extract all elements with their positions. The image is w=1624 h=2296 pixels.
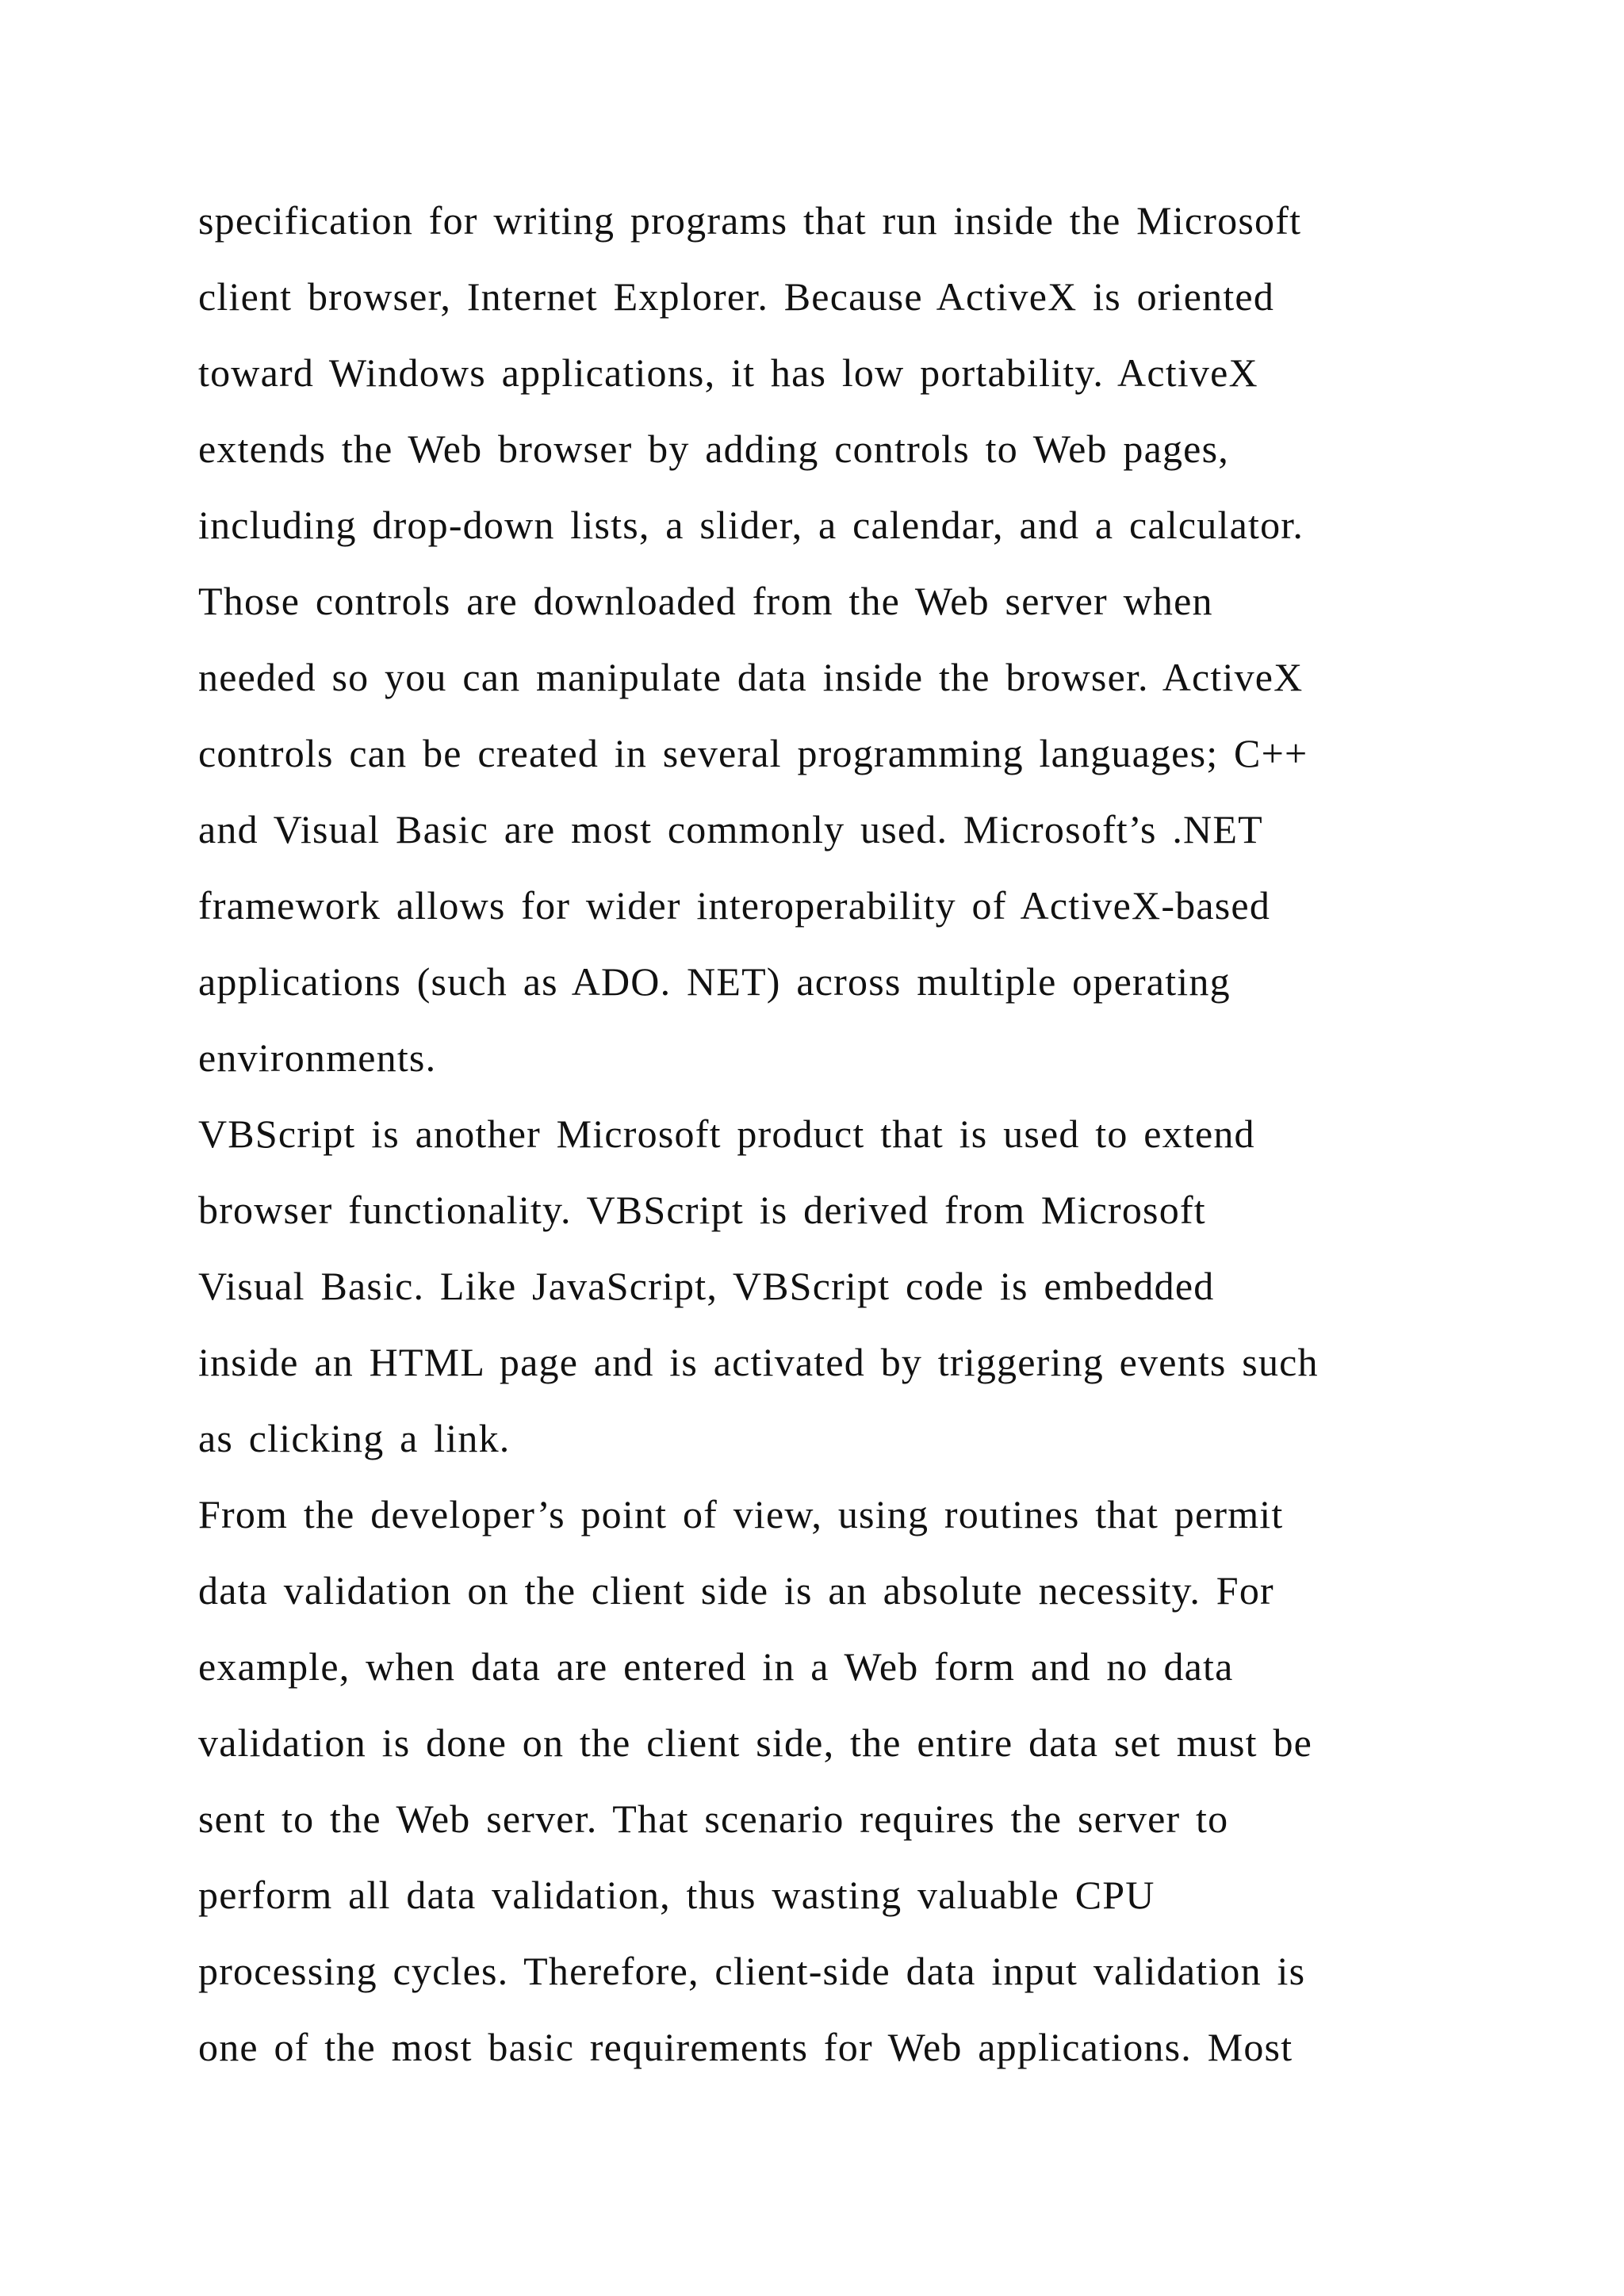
text-line: framework allows for wider interoperability of ActiveX-based (198, 883, 1271, 928)
body-text (198, 182, 1435, 2085)
text-line: as clicking a link. (198, 1416, 511, 1460)
text-line: specification for writing programs that run inside the Microsoft (198, 198, 1302, 243)
text-line: inside an HTML page and is activated by triggering events such (198, 1340, 1319, 1384)
text-line: controls can be created in several programming languages; C++ (198, 731, 1308, 775)
text-line: browser functionality. VBScript is derived from Microsoft (198, 1188, 1206, 1232)
text-line: and Visual Basic are most commonly used. Microsoft’s .NET (198, 807, 1263, 851)
text-line: Those controls are downloaded from the Web server when (198, 579, 1213, 623)
text-line: including drop-down lists, a slider, a calendar, and a calculator. (198, 503, 1304, 547)
text-line: VBScript is another Microsoft product that is used to extend (198, 1112, 1255, 1156)
text-line: applications (such as ADO. NET) across multiple operating (198, 959, 1231, 1004)
text-line: extends the Web browser by adding controls to Web pages, (198, 427, 1229, 471)
text-line: one of the most basic requirements for Web applications. Most (198, 2025, 1293, 2069)
text-line: processing cycles. Therefore, client-side data input validation is (198, 1949, 1306, 1993)
text-line: needed so you can manipulate data inside the browser. ActiveX (198, 655, 1304, 699)
text-line: From the developer’s point of view, using routines that permit (198, 1492, 1284, 1536)
text-line: environments. (198, 1035, 437, 1080)
text-line: Visual Basic. Like JavaScript, VBScript code is embedded (198, 1264, 1215, 1308)
text-line: toward Windows applications, it has low portability. ActiveX (198, 350, 1258, 395)
text-line: sent to the Web server. That scenario requires the server to (198, 1797, 1229, 1841)
text-line: data validation on the client side is an absolute necessity. For (198, 1568, 1274, 1613)
text-line: validation is done on the client side, the entire data set must be (198, 1720, 1313, 1765)
text-line: perform all data validation, thus wasting valuable CPU (198, 1873, 1155, 1917)
text-line: example, when data are entered in a Web form and no data (198, 1644, 1234, 1689)
text-line: client browser, Internet Explorer. Because ActiveX is oriented (198, 274, 1275, 319)
